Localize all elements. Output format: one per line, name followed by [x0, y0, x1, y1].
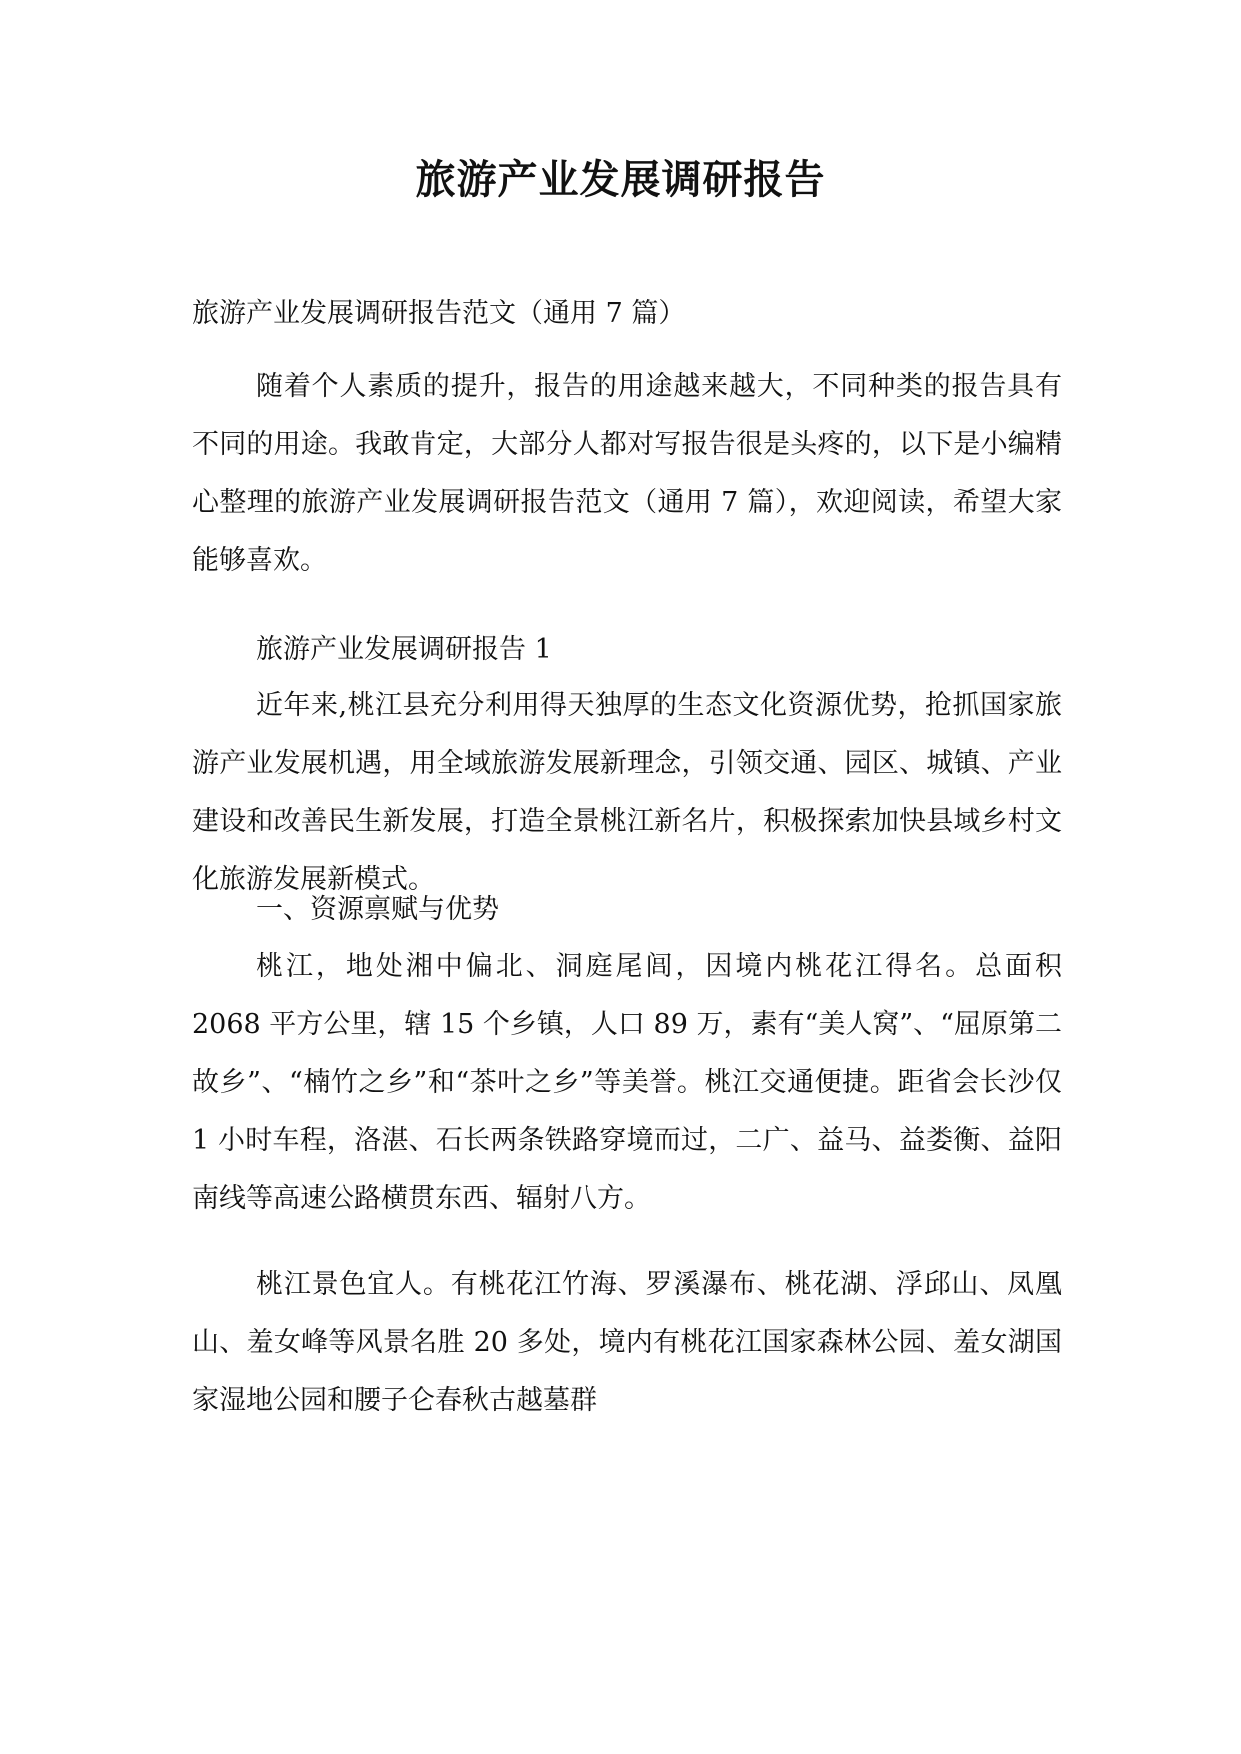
section-paragraph: 桃江景色宜人。有桃花江竹海、罗溪瀑布、桃花湖、浮邱山、凤凰山、羞女峰等风景名胜 20 多处，境内有桃花江国家森林公园、羞女湖国家湿地公园和腰子仑春秋古越墓群 — [192, 1269, 1062, 1416]
section-heading: 旅游产业发展调研报告 1 — [256, 634, 552, 665]
document-subtitle: 旅游产业发展调研报告范文（通用 7 篇） — [192, 298, 686, 329]
intro-paragraph: 随着个人素质的提升，报告的用途越来越大，不同种类的报告具有不同的用途。我敢肯定，大部分人都对写报告很是头疼的，以下是小编精心整理的旅游产业发展调研报告范文（通用 7 篇），欢迎阅读，希望大家能够喜欢。 — [192, 371, 1062, 576]
section-paragraph: 近年来,桃江县充分利用得天独厚的生态文化资源优势，抢抓国家旅游产业发展机遇，用全域旅游发展新理念，引领交通、园区、城镇、产业建设和改善民生新发展，打造全景桃江新名片，积极探索加快县域乡村文化旅游发展新模式。 — [192, 690, 1062, 895]
subsection-heading: 一、资源禀赋与优势 — [256, 894, 499, 925]
document-title: 旅游产业发展调研报告 — [415, 156, 826, 203]
section-paragraph: 桃江，地处湘中偏北、洞庭尾闾，因境内桃花江得名。总面积 2068 平方公里，辖 15 个乡镇，人口 89 万，素有“美人窝”、“屈原第二故乡”、“楠竹之乡”和“茶叶之乡”等美誉。桃江交通便捷。距省会长沙仅 1 小时车程，洛湛、石长两条铁路穿境而过，二广、益马、益娄衡、益阳南线等高速公路横贯东西、辐射八方。 — [192, 951, 1062, 1214]
